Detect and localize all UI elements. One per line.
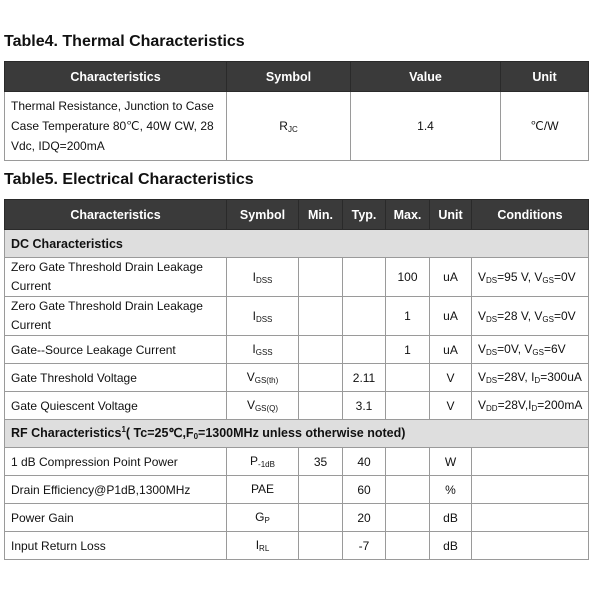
- row-typ: [343, 258, 386, 297]
- row-max: [386, 364, 430, 392]
- header-characteristics: Characteristics: [5, 62, 227, 92]
- row-unit: uA: [430, 258, 472, 297]
- header-symbol: Symbol: [227, 62, 351, 92]
- symbol-main: V: [246, 370, 255, 384]
- table-row: [5, 336, 589, 364]
- electrical-characteristics-table: [4, 199, 589, 560]
- row-min: [299, 258, 343, 297]
- row-max: 1: [386, 336, 430, 364]
- rf-section-row: [5, 420, 589, 448]
- symbol-sub: DSS: [255, 314, 273, 324]
- row-symbol: [227, 532, 299, 560]
- symbol-main: I: [252, 308, 256, 323]
- table-row: [5, 364, 589, 392]
- row-typ: -7: [343, 532, 386, 560]
- table-row: [5, 258, 589, 297]
- header-value: Value: [351, 62, 501, 92]
- table-row: [5, 448, 589, 476]
- row-min: [299, 364, 343, 392]
- symbol-main: PAE: [250, 482, 275, 496]
- row-conditions: [472, 532, 589, 560]
- row-max: 1: [386, 297, 430, 336]
- header-typ: Typ.: [343, 200, 386, 230]
- row-min: [299, 476, 343, 504]
- thermal-characteristics-table: [4, 61, 589, 161]
- row-characteristic: Zero Gate Threshold Drain Leakage Current: [5, 258, 227, 297]
- row-typ: [343, 336, 386, 364]
- symbol-sub: GS(th): [254, 376, 279, 385]
- row-max: [386, 392, 430, 420]
- symbol-main: I: [255, 538, 260, 552]
- electrical-header-row: [5, 200, 589, 230]
- row-characteristic: 1 dB Compression Point Power: [5, 448, 227, 476]
- symbol-main: I: [252, 269, 256, 284]
- row-typ: 40: [343, 448, 386, 476]
- symbol-sub: GS(Q): [254, 404, 279, 413]
- row-max: [386, 476, 430, 504]
- dc-section-row: [5, 230, 589, 258]
- rf-section-sub: 0: [193, 432, 199, 442]
- rf-section-suffix: ( Tc=25℃,F: [125, 426, 194, 441]
- row-typ: [343, 297, 386, 336]
- row-symbol: [227, 476, 299, 504]
- row-characteristic: Zero Gate Threshold Drain Leakage Current: [5, 297, 227, 336]
- symbol-sub: JC: [287, 124, 298, 134]
- row-max: [386, 532, 430, 560]
- row-conditions: $V_{DS}=28$ V, $V_{GS}=0V$: [472, 297, 589, 336]
- header-conditions: Conditions: [472, 200, 589, 230]
- thermal-header-row: [5, 62, 589, 92]
- symbol-sub: RL: [259, 544, 270, 553]
- row-conditions: [472, 504, 589, 532]
- table-row: [5, 504, 589, 532]
- row-typ: 60: [343, 476, 386, 504]
- header-min: Min.: [299, 200, 343, 230]
- row-symbol: [227, 336, 299, 364]
- row-min: [299, 392, 343, 420]
- rf-section-tail: =1300MHz unless otherwise noted): [198, 426, 406, 441]
- row-min: 35: [299, 448, 343, 476]
- thermal-row: [5, 92, 589, 161]
- row-conditions: $V_{DS}=95$ V, $V_{GS}=0V$: [472, 258, 589, 297]
- symbol-sub: GSS: [255, 348, 273, 357]
- symbol-main: I: [252, 342, 256, 356]
- symbol-main: R: [279, 118, 288, 133]
- row-symbol: [227, 297, 299, 336]
- row-symbol: [227, 448, 299, 476]
- header-max: Max.: [386, 200, 430, 230]
- row-symbol: [227, 392, 299, 420]
- row-conditions: $V_{DS}=0V$, $V_{GS}=6V$: [472, 336, 589, 364]
- row-min: [299, 504, 343, 532]
- row-max: [386, 504, 430, 532]
- header-symbol: Symbol: [227, 200, 299, 230]
- row-characteristic: Gate--Source Leakage Current: [5, 336, 227, 364]
- symbol-main: P: [250, 454, 259, 468]
- row-characteristic: Gate Threshold Voltage: [5, 364, 227, 392]
- row-min: [299, 532, 343, 560]
- symbol-main: G: [255, 510, 265, 524]
- header-characteristics: Characteristics: [5, 200, 227, 230]
- row-max: 100: [386, 258, 430, 297]
- thermal-value: 1.4: [351, 92, 501, 161]
- table-row: [5, 532, 589, 560]
- electrical-table-title: Table5. Electrical Characteristics: [4, 171, 254, 188]
- row-conditions: [472, 476, 589, 504]
- row-characteristic: Power Gain: [5, 504, 227, 532]
- row-characteristic: Input Return Loss: [5, 532, 227, 560]
- row-unit: uA: [430, 297, 472, 336]
- row-unit: V: [430, 364, 472, 392]
- rf-section-footnote: 1: [121, 425, 126, 435]
- header-unit: Unit: [501, 62, 589, 92]
- table-row: [5, 476, 589, 504]
- row-symbol: [227, 258, 299, 297]
- dc-section-label: DC Characteristics: [5, 230, 589, 258]
- row-min: [299, 297, 343, 336]
- row-characteristic: Drain Efficiency@P1dB,1300MHz: [5, 476, 227, 504]
- row-conditions: $V_{DD}=28V,I_D=200mA$: [472, 392, 589, 420]
- row-symbol: [227, 364, 299, 392]
- row-min: [299, 336, 343, 364]
- row-symbol: [227, 504, 299, 532]
- symbol-sub: -1dB: [258, 460, 275, 469]
- symbol-sub: DSS: [255, 275, 273, 285]
- thermal-characteristic: Thermal Resistance, Junction to Case Case Temperature 80℃, 40W CW, 28 Vdc, IDQ=200mA: [5, 92, 227, 161]
- row-unit: dB: [430, 532, 472, 560]
- header-unit: Unit: [430, 200, 472, 230]
- row-unit: dB: [430, 504, 472, 532]
- table-row: [5, 297, 589, 336]
- row-unit: V: [430, 392, 472, 420]
- thermal-table-title: Table4. Thermal Characteristics: [4, 33, 245, 50]
- row-conditions: $V_{DS}=28V$, $I_D=300uA$: [472, 364, 589, 392]
- row-typ: 3.1: [343, 392, 386, 420]
- table-row: [5, 392, 589, 420]
- row-unit: %: [430, 476, 472, 504]
- row-typ: 20: [343, 504, 386, 532]
- rf-section-label: [5, 420, 589, 448]
- thermal-unit: ℃/W: [501, 92, 589, 161]
- row-unit: uA: [430, 336, 472, 364]
- row-max: [386, 448, 430, 476]
- row-unit: W: [430, 448, 472, 476]
- rf-section-prefix: RF Characteristics: [11, 426, 122, 441]
- thermal-symbol: [227, 92, 351, 161]
- symbol-sub: P: [264, 516, 270, 525]
- row-conditions: [472, 448, 589, 476]
- row-characteristic: Gate Quiescent Voltage: [5, 392, 227, 420]
- symbol-main: V: [246, 398, 255, 412]
- row-typ: 2.11: [343, 364, 386, 392]
